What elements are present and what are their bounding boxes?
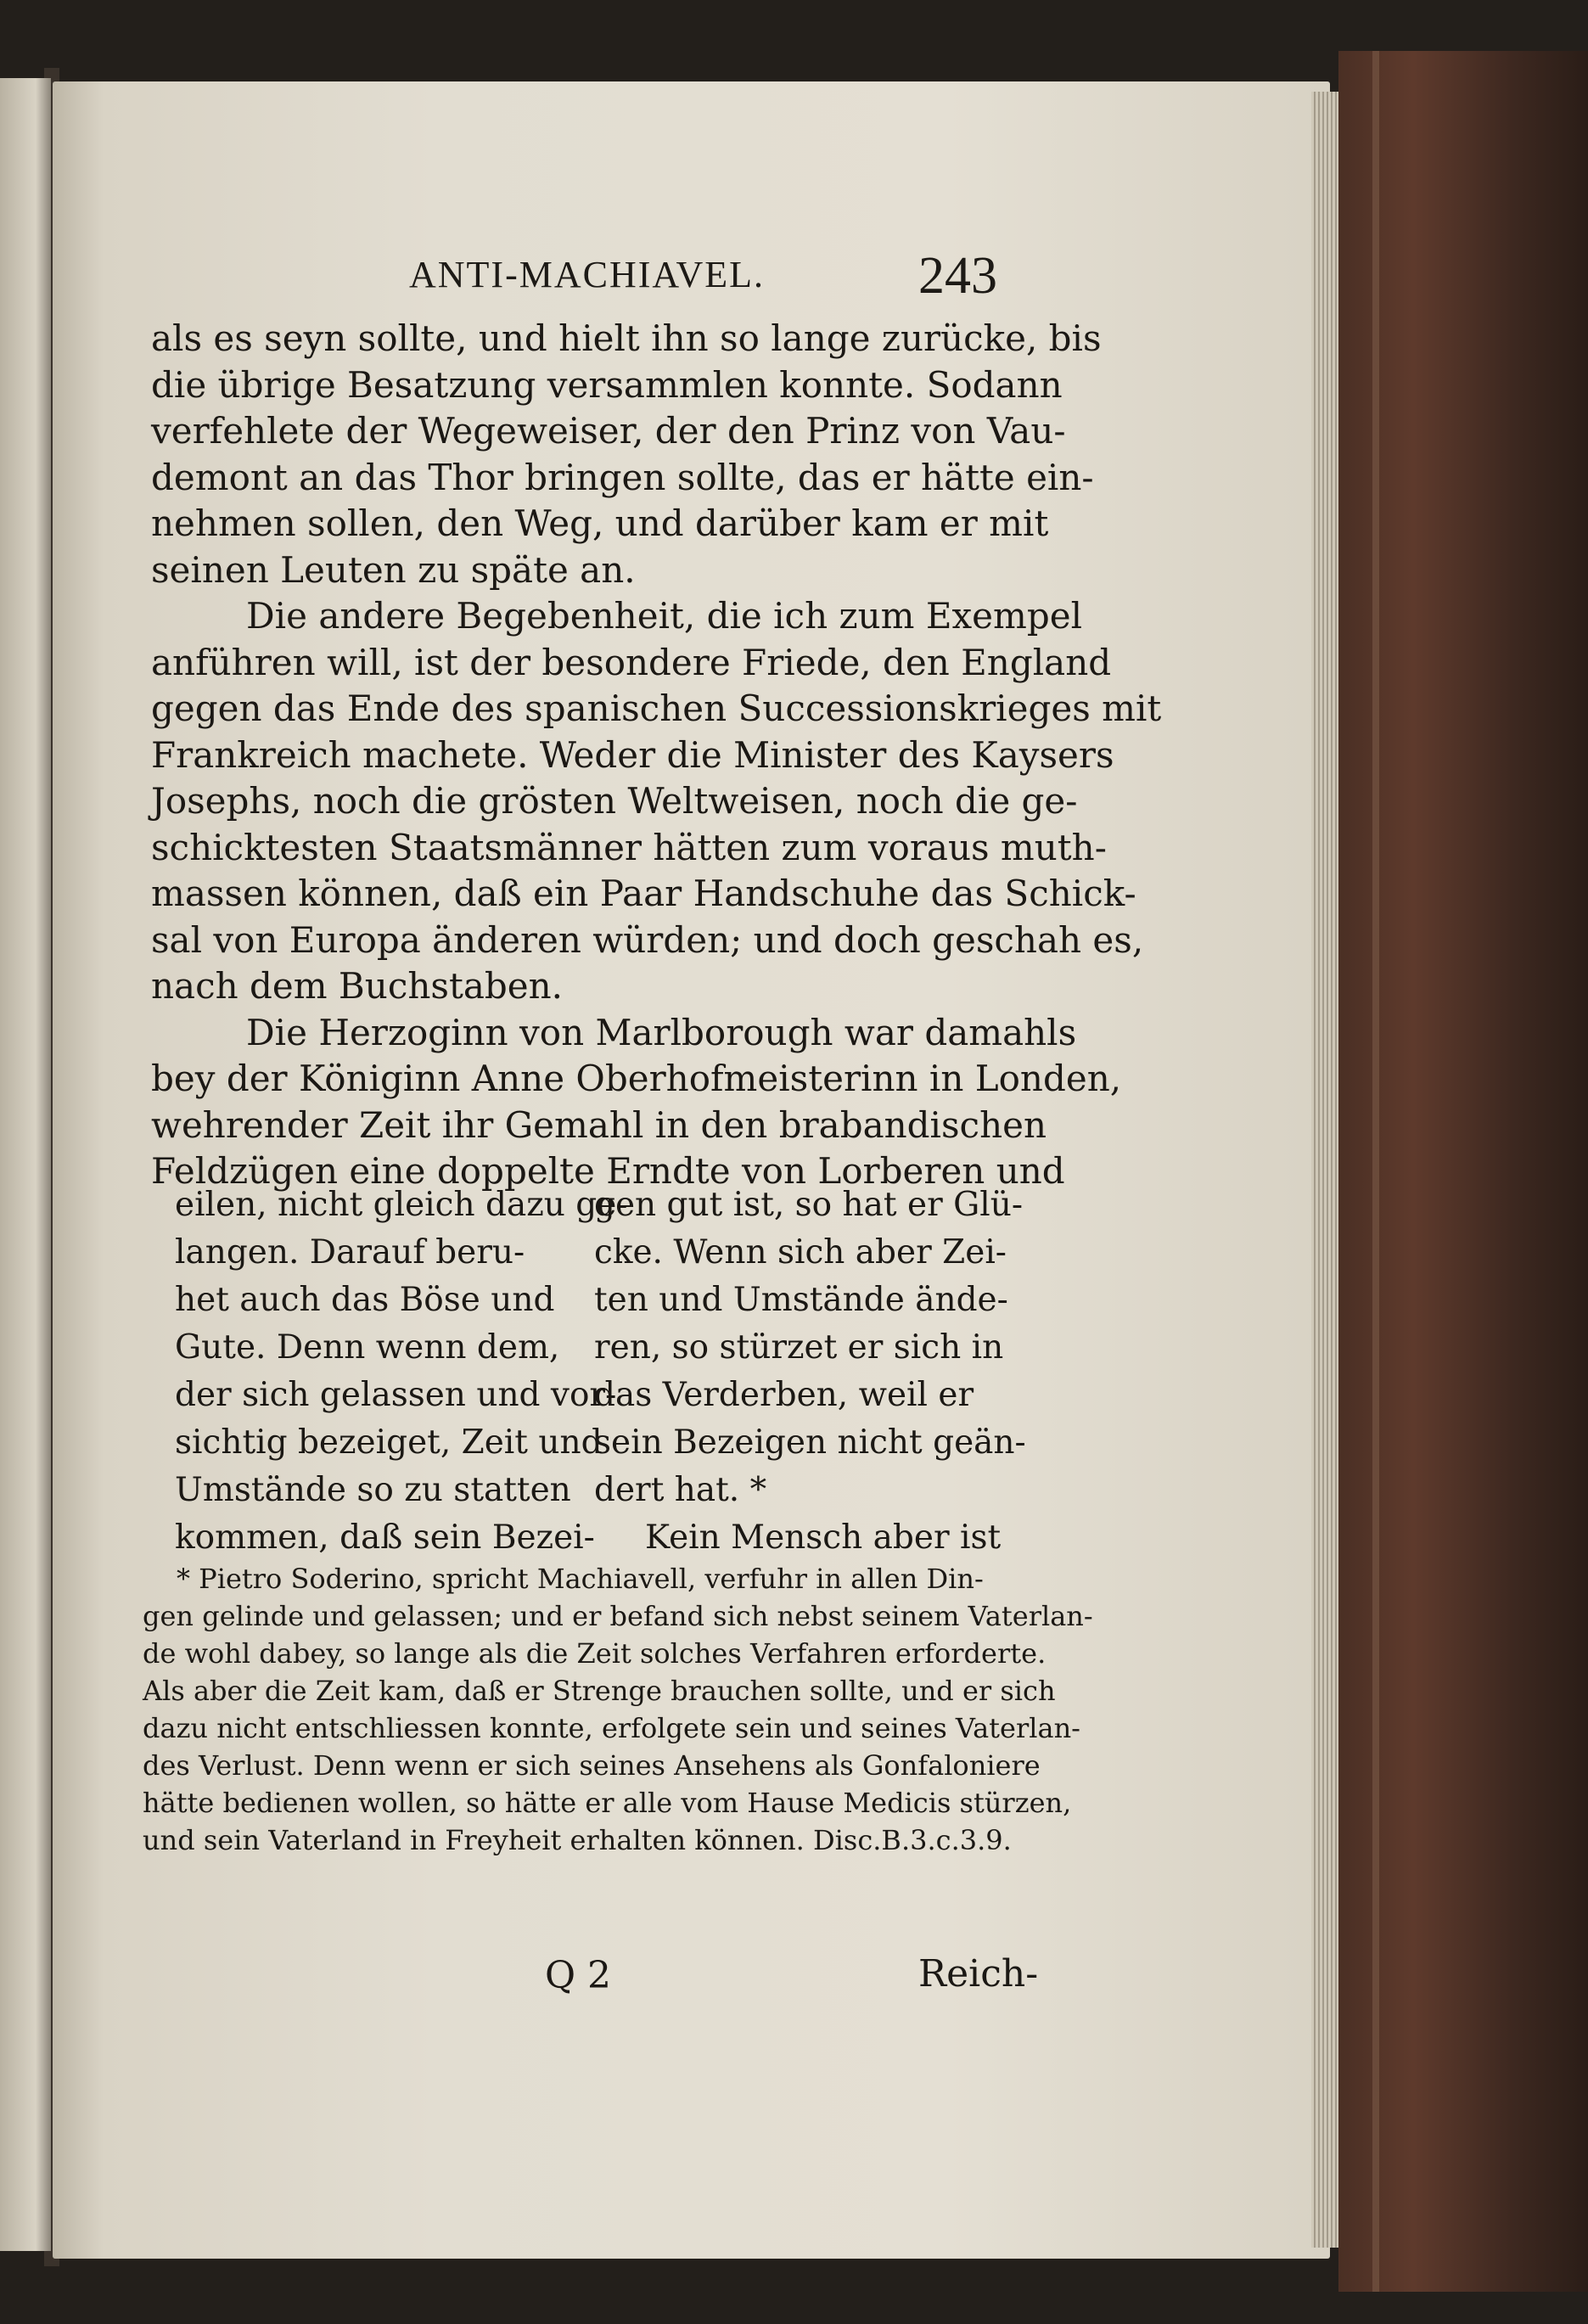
text-line: gegen das Ende des spanischen Successionskrieges mit [151, 688, 1162, 729]
paragraph-1 [151, 316, 1102, 593]
column-line: kommen, daß sein Bezei- [175, 1518, 595, 1557]
text-line: bey der Königinn Anne Oberhofmeisterinn in Londen, [151, 1058, 1122, 1099]
column-line: cke. Wenn sich aber Zei- [594, 1233, 1007, 1271]
column-line: Umstände so zu statten [175, 1471, 571, 1509]
text-line: massen können, daß ein Paar Handschuhe das Schick- [151, 873, 1136, 914]
footnote-line: hätte bedienen wollen, so hätte er alle vom Hause Medicis stürzen, [143, 1787, 1072, 1819]
text-line: nach dem Buchstaben. [151, 965, 564, 1007]
catchword: Reich- [918, 1952, 1039, 1996]
signature-mark: Q 2 [545, 1954, 612, 1997]
text-line: Die andere Begebenheit, die ich zum Exempel [246, 595, 1083, 637]
quotation-column-right [594, 1182, 1027, 1562]
text-line: nehmen sollen, den Weg, und darüber kam er mit [151, 502, 1049, 544]
paragraph-3 [151, 1010, 1122, 1195]
page-number: 243 [918, 247, 997, 305]
column-line: das Verderben, weil er [594, 1376, 974, 1414]
column-line: Gute. Denn wenn dem, [175, 1328, 560, 1367]
text-line: die übrige Besatzung versammlen konnte. Sodann [151, 363, 1063, 406]
facing-page-edge [0, 78, 51, 2251]
footnote-line: gen gelinde und gelassen; und er befand sich nebst seinem Vaterlan- [143, 1600, 1093, 1632]
column-line: gen gut ist, so hat er Glü- [594, 1186, 1024, 1224]
text-line: Josephs, noch die grösten Weltweisen, noch die ge- [151, 780, 1078, 822]
text-line: Die Herzoginn von Marlborough war damahls [246, 1011, 1077, 1053]
column-line: sichtig bezeiget, Zeit und [175, 1423, 603, 1462]
column-line: het auch das Böse und [175, 1281, 555, 1319]
column-line: der sich gelassen und vor- [175, 1376, 617, 1414]
text-line: sal von Europa änderen würden; und doch geschah es, [151, 918, 1144, 961]
running-title: ANTI-MACHIAVEL. [409, 254, 766, 295]
column-line: Kein Mensch aber ist [645, 1518, 1002, 1557]
column-line: dert hat. * [594, 1471, 767, 1509]
column-line: eilen, nicht gleich dazu ge- [175, 1186, 628, 1224]
column-line: ren, so stürzet er sich in [594, 1328, 1004, 1367]
text-line: anführen will, ist der besondere Friede, den England [151, 641, 1112, 683]
footnote-line: * Pietro Soderino, spricht Machiavell, verfuhr in allen Din- [177, 1563, 984, 1595]
text-line: als es seyn sollte, und hielt ihn so lange zurücke, bis [151, 317, 1102, 359]
text-line: demont an das Thor bringen sollte, das er hätte ein- [151, 456, 1094, 498]
text-line: Feldzügen eine doppelte Erndte von Lorberen und [151, 1150, 1065, 1192]
text-line: seinen Leuten zu späte an. [151, 548, 636, 591]
main-text-block [151, 316, 1162, 1195]
footnote-line: des Verlust. Denn wenn er sich seines Ansehens als Gonfaloniere [143, 1749, 1041, 1782]
column-line: langen. Darauf beru- [175, 1233, 525, 1271]
footnote-line: Als aber die Zeit kam, daß er Strenge brauchen sollte, und er sich [143, 1675, 1056, 1707]
column-line: ten und Umstände ände- [594, 1281, 1008, 1319]
footnote-line: de wohl dabey, so lange als die Zeit solches Verfahren erforderte. [143, 1637, 1047, 1670]
book-cover-edge [1338, 51, 1588, 2292]
text-line: schicktesten Staatsmänner hätten zum voraus muth- [151, 826, 1107, 868]
text-line: wehrender Zeit ihr Gemahl in den brabandischen [151, 1103, 1047, 1146]
footnote-line: und sein Vaterland in Freyheit erhalten können. Disc.B.3.c.3.9. [143, 1824, 1012, 1856]
text-line: verfehlete der Wegeweiser, der den Prinz von Vau- [151, 410, 1066, 452]
column-line: sein Bezeigen nicht geän- [594, 1423, 1026, 1462]
text-line: Frankreich machete. Weder die Minister des Kaysers [151, 733, 1114, 776]
paragraph-2 [151, 593, 1162, 1010]
footnote-line: dazu nicht entschliessen konnte, erfolgete sein und seines Vaterlan- [143, 1712, 1080, 1744]
quotation-column-left [175, 1182, 628, 1562]
footnote [143, 1560, 1093, 1859]
page-stack-edges [1311, 92, 1338, 2248]
